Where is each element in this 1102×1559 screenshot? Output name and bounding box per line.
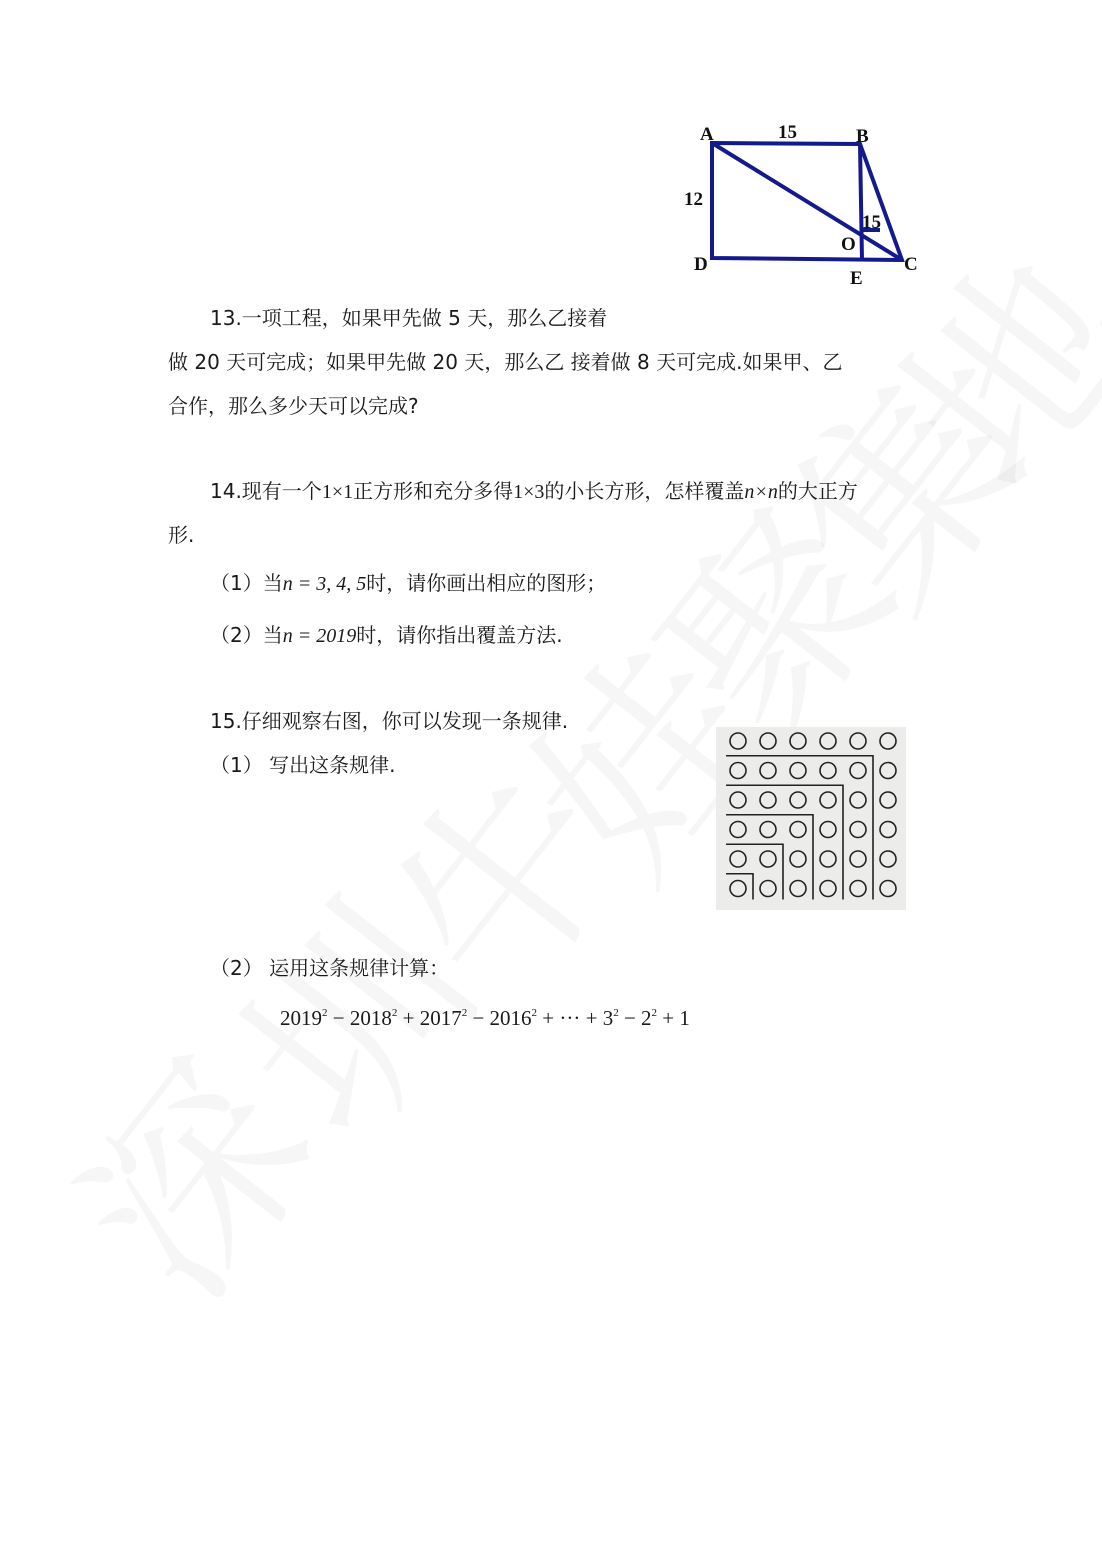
formula-exponent: 2 xyxy=(461,1007,468,1019)
q14-sub2 xyxy=(210,622,563,649)
formula-operator: − xyxy=(467,1006,490,1030)
grid-circle xyxy=(790,792,806,808)
formula-operator: + ··· + xyxy=(537,1006,603,1030)
q14-line1 xyxy=(210,478,858,505)
formula-term: 3 xyxy=(602,1006,614,1030)
grid-circle xyxy=(760,851,776,867)
q15-line1: 15.仔细观察右图，你可以发现一条规律. xyxy=(210,709,569,733)
grid-circle xyxy=(760,763,776,779)
q13-line3: 合作，那么多少天可以完成? xyxy=(168,394,419,418)
grid-circle xyxy=(820,792,836,808)
circle-grid-diagram xyxy=(716,727,906,910)
q13-line1: 13.一项工程，如果甲先做 5 天，那么乙接着 xyxy=(210,306,608,330)
grid-circle xyxy=(820,822,836,838)
formula-term: 2017 xyxy=(419,1006,462,1030)
label-b: B xyxy=(856,126,869,147)
q14-line2: 形. xyxy=(168,523,195,547)
grid-circle xyxy=(880,733,896,749)
grid-circle xyxy=(820,763,836,779)
label-bc-length: 15 xyxy=(862,212,881,233)
q14-text-g: 的大正方 xyxy=(777,479,858,503)
label-ad-length: 12 xyxy=(684,189,703,210)
grid-circle xyxy=(850,822,866,838)
formula-operator: − xyxy=(327,1006,350,1030)
formula-exponent: 2 xyxy=(531,1007,538,1019)
formula-term: 2016 xyxy=(489,1006,532,1030)
watermark-char xyxy=(311,695,678,1046)
q14-math-1x1: 1×1 xyxy=(321,481,354,503)
grid-circle xyxy=(880,851,896,867)
grid-circle xyxy=(760,792,776,808)
formula-term: 2018 xyxy=(349,1006,392,1030)
formula-operator: + xyxy=(657,1006,680,1030)
q14-sub1-math: n = 3, 4, 5 xyxy=(282,573,367,595)
formula-exponent: 2 xyxy=(613,1007,619,1019)
grid-circle xyxy=(820,733,836,749)
grid-circle xyxy=(760,733,776,749)
grid-circle xyxy=(850,763,866,779)
formula-operator: + xyxy=(397,1006,420,1030)
formula-term: 2019 xyxy=(280,1006,322,1030)
height-be xyxy=(860,144,862,260)
q15-formula xyxy=(280,1006,690,1031)
grid-circle xyxy=(820,851,836,867)
grid-circle xyxy=(730,792,746,808)
label-c: C xyxy=(904,254,918,275)
formula-exponent: 2 xyxy=(322,1007,328,1019)
watermark-char xyxy=(1,995,368,1346)
q14-sub1 xyxy=(210,570,606,597)
grid-circle xyxy=(880,763,896,779)
q15-sub1: （1） 写出这条规律. xyxy=(210,753,396,777)
q14-text-e: 的小长方形，怎样覆盖 xyxy=(544,479,745,503)
label-a: A xyxy=(700,124,714,145)
q14-sub2-math: n = 2019 xyxy=(282,625,357,647)
grid-circle xyxy=(880,881,896,897)
q14-sub1-prefix: （1）当 xyxy=(210,571,283,595)
q14-sub2-suffix: 时，请你指出覆盖方法. xyxy=(356,623,563,647)
grid-circle xyxy=(820,881,836,897)
grid-circle xyxy=(790,763,806,779)
grid-circle xyxy=(850,851,866,867)
formula-exponent: 2 xyxy=(651,1007,658,1019)
formula-operator: − xyxy=(618,1006,642,1030)
grid-circle xyxy=(790,822,806,838)
grid-circle xyxy=(730,851,746,867)
label-o: O xyxy=(841,234,856,255)
grid-circle xyxy=(730,733,746,749)
formula-exponent: 2 xyxy=(391,1007,398,1019)
grid-circle xyxy=(850,881,866,897)
q14-math-1x3: 1×3 xyxy=(513,481,545,503)
grid-circle xyxy=(760,881,776,897)
label-e: E xyxy=(850,268,863,289)
grid-circle xyxy=(790,733,806,749)
diagonal-ac xyxy=(712,143,902,260)
q14-text-c: 正方形和充分多得 xyxy=(353,479,514,503)
q14-math-nxn: n×n xyxy=(744,481,778,503)
q13-line2: 做 20 天可完成；如果甲先做 20 天，那么乙 接着做 8 天可完成.如果甲、乙 xyxy=(168,350,843,374)
q15-sub2: （2） 运用这条规律计算： xyxy=(210,956,450,980)
grid-circle xyxy=(730,881,746,897)
label-d: D xyxy=(694,254,708,275)
grid-circle xyxy=(880,792,896,808)
q14-sub2-prefix: （2）当 xyxy=(210,623,283,647)
grid-circle xyxy=(730,822,746,838)
grid-circle xyxy=(850,733,866,749)
grid-circle xyxy=(850,792,866,808)
q14-text-a: 14.现有一个 xyxy=(210,479,322,503)
grid-l-separator xyxy=(726,815,813,900)
grid-circle xyxy=(790,851,806,867)
watermark xyxy=(60,300,1080,1300)
trapezoid-figure xyxy=(670,118,930,298)
formula-term: 2 xyxy=(641,1006,652,1030)
grid-circle xyxy=(880,822,896,838)
label-ab-length: 15 xyxy=(778,122,797,143)
q14-sub1-suffix: 时，请你画出相应的图形； xyxy=(366,571,607,595)
grid-circle xyxy=(730,763,746,779)
formula-term: 1 xyxy=(679,1006,690,1030)
grid-circle xyxy=(790,881,806,897)
grid-circle xyxy=(760,822,776,838)
circle-grid-figure xyxy=(716,727,906,910)
